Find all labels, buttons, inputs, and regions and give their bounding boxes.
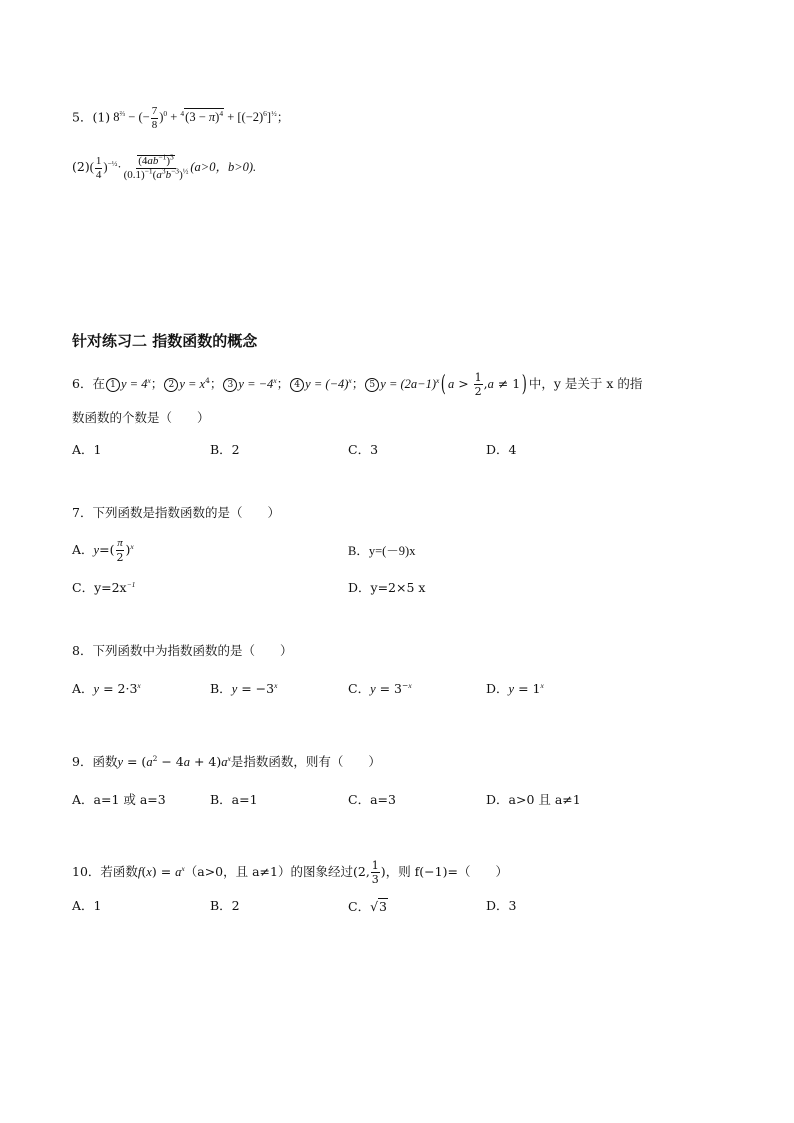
question-5-part-2	[72, 152, 257, 181]
option-a[interactable]: A．$y = 2\cdot 3^x$	[72, 680, 141, 696]
option-b[interactable]: B．$y = -3^x$	[210, 680, 278, 696]
circled-number: 1	[106, 378, 120, 392]
circled-number: 2	[164, 378, 178, 392]
question-6-stem: 6．在 1 $y = 4^x$； 2 $y = x^4$； 3 $y = -4^x$； 4 $y = (-4)^x$； 5 $y = (2a-1)^x$( a > $\frac{1}{2}$ ,a ≠ 1) 中，y 是关于 x 的指	[72, 371, 643, 398]
function-4: y = (−4)	[305, 377, 349, 391]
option-c[interactable]: C．a=3	[348, 792, 396, 807]
option-c[interactable]	[348, 898, 388, 915]
option-d[interactable]: D．a>0 且 a≠1	[486, 792, 581, 807]
math-expression: y	[93, 543, 100, 557]
option-d[interactable]: D．3	[486, 898, 517, 913]
option-a[interactable]: A．1	[72, 898, 102, 913]
part-label: (1)	[92, 109, 111, 125]
option-c[interactable]	[72, 580, 135, 596]
stem-text: 在	[92, 376, 105, 391]
question-9-stem: 9．函数$y = (a^2 - 4a + 4)a^x$是指数函数，则有（ ）	[72, 753, 381, 769]
math-expression: y	[117, 755, 124, 769]
circled-number: 4	[290, 378, 304, 392]
option-a[interactable]: A．y=( $\frac{\pi}{2}$ )$^x$	[72, 537, 134, 564]
stem-lead: 10．若函数	[72, 864, 138, 879]
option-b[interactable]: B．2	[210, 898, 240, 913]
option-d[interactable]: D．$y = 1^x$	[486, 680, 544, 696]
function-1: y = 4	[120, 377, 148, 391]
function-3: y = −4	[238, 377, 274, 391]
option-a[interactable]: A．1	[72, 442, 102, 457]
exponent: −1	[126, 579, 136, 589]
separator: ；	[276, 109, 290, 125]
question-6-stem-line2: 数函数的个数是（ ）	[72, 410, 210, 425]
math-expression: ( $\frac{1}{4}$ )$^{-\frac{1}{2}}$· $\frac{(4ab^{-1})^3}{(0.1)^{-1}(a^3b^{-3})^{\frac{1}{2}}}$	[89, 152, 189, 181]
option-label: B．	[210, 681, 232, 696]
option-text: C．y=2x	[72, 580, 127, 595]
option-b[interactable]: B．2	[210, 442, 240, 457]
question-number: 6．	[72, 376, 93, 391]
option-b[interactable]: B．a=1	[210, 792, 258, 807]
question-7-stem: 7．下列函数是指数函数的是（ ）	[72, 505, 280, 520]
function-5: y = (2a−1)	[380, 377, 437, 391]
option-a[interactable]: A．a=1 或 a=3	[72, 792, 166, 807]
option-label: A．	[72, 681, 94, 696]
stem-tail: 是指数函数，则有（ ）	[230, 754, 381, 769]
part-label: (2)	[72, 158, 90, 174]
sqrt-expression: √3	[370, 899, 387, 914]
option-c[interactable]: C．$y = 3^{-x}$	[348, 680, 412, 696]
condition: （a>0，且 a≠1）的图象经过	[184, 864, 353, 879]
option-label: D．	[486, 681, 509, 696]
circled-number: 3	[223, 378, 237, 392]
stem-tail: ，则 f(−1)=（ ）	[385, 864, 508, 879]
math-expression: f	[137, 865, 142, 879]
question-5-part-1	[72, 106, 289, 131]
question-number: 5．	[72, 109, 93, 125]
option-label: C．	[348, 681, 371, 696]
option-d[interactable]: D．y=2×5 x	[348, 580, 426, 595]
option-label: C．	[348, 899, 371, 914]
section-title: 针对练习二 指数函数的概念	[72, 332, 258, 350]
math-expression: $8^{\frac{2}{3}}$ − (− $\frac{7}{8}$ )$^0 + ^4(3 - \pi)^4 + [(-2)^6]^{\frac{1}{2}}$	[110, 105, 277, 131]
circled-number: 5	[365, 378, 379, 392]
option-label: A．	[72, 542, 94, 557]
condition: (a>0，b>0).	[190, 159, 257, 174]
function-2: y = x	[179, 377, 206, 391]
option-b[interactable]: B．y=(－9)x	[348, 544, 416, 558]
question-8-stem: 8．下列函数中为指数函数的是（ ）	[72, 643, 293, 658]
stem-tail: 中，y 是关于 x 的指	[528, 376, 643, 391]
stem-lead: 9．函数	[72, 754, 118, 769]
option-d[interactable]: D．4	[486, 442, 517, 457]
question-10-stem: 10．若函数$f(x) = a^x(a>0$，且 a≠1）的图象经过(2, $\frac{1}{3}$ )，则 f(−1)=（ ）	[72, 859, 508, 886]
option-c[interactable]: C．3	[348, 442, 379, 457]
